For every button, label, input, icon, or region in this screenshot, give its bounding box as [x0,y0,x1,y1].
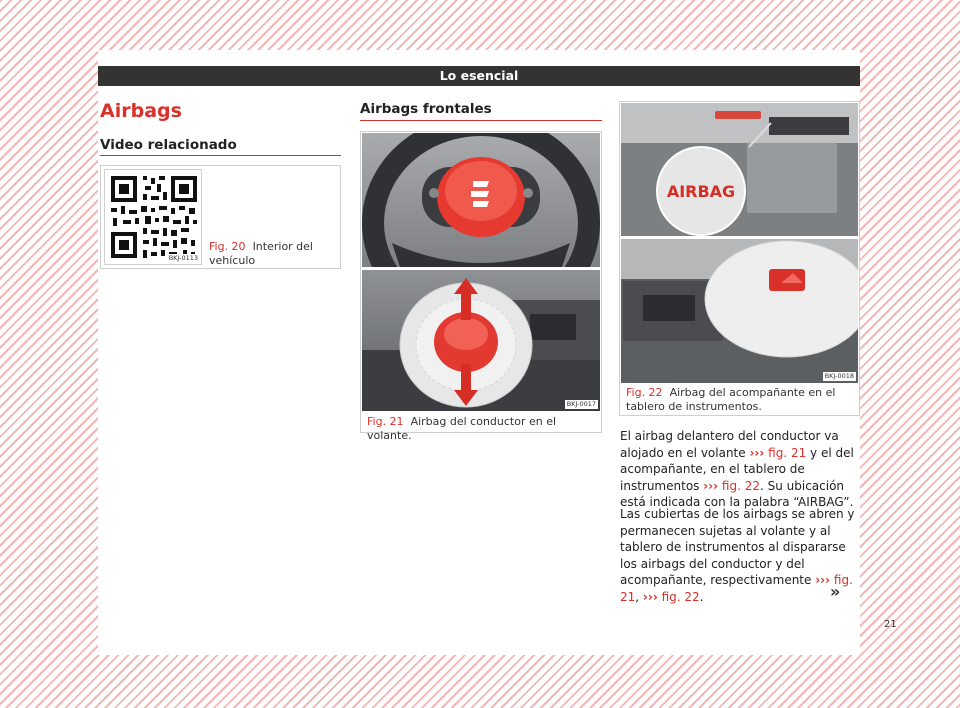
dashboard-photo [621,103,858,236]
airbag-label: AIRBAG [666,182,736,201]
frontal-title-rule [360,120,602,121]
fig20-text: Interior del vehículo [209,240,313,267]
para2-arrow-1: ››› [815,573,831,587]
frontal-airbags-title: Airbags frontales [360,101,492,117]
driver-airbag-photo [362,270,600,411]
para2-link-fig22[interactable]: fig. 22 [661,589,700,604]
paragraph-2 [620,506,862,605]
passenger-airbag-deploy-icon [621,239,858,383]
dashboard-airbag-icon [621,103,858,236]
paragraph-1 [620,428,862,511]
continue-mark: » [830,582,841,601]
para2-text-1: Las cubiertas de los airbags se abren y permanecen sujetas al volante y al tablero de instrumentos al dispararse los airbags del conductor y del acompañante, respectivamente [620,507,855,587]
fig21-text: Airbag del conductor en el volante. [367,415,557,442]
para2-arrow-2: ››› [642,589,658,604]
para1-text-2: y el del acompañante, en el tablero de instrumentos [620,445,854,493]
fig21-code: BKJ-0017 [566,400,596,408]
qr-code[interactable] [104,169,202,265]
section-title: Airbags [100,100,182,122]
para1-link-fig21[interactable]: fig. 21 [768,445,807,460]
para1-arrow-2: ››› [703,478,719,493]
subtitle-rule [100,155,341,156]
fig20-code: BKJ-0113 [168,254,198,262]
fig20-number: Fig. 20 [209,240,246,253]
fig21-number: Fig. 21 [367,415,404,428]
driver-airbag-deploy-icon [362,270,600,411]
video-subtitle: Video relacionado [100,137,237,153]
fig22-text: Airbag del acompañante en el tablero de instrumentos. [626,386,836,413]
para1-arrow-1: ››› [749,445,765,460]
steering-wheel-photo [362,133,600,267]
para1-text-3: . Su ubicación está indicada con la palabra “AIRBAG”. [620,478,854,509]
steering-wheel-icon [362,133,600,267]
fig21-frame [360,131,602,442]
fig22-number: Fig. 22 [626,386,663,399]
section-header: Lo esencial [98,66,860,86]
para1-text-1: El airbag delantero del conductor va alojado en el volante [620,429,839,460]
passenger-airbag-photo [621,239,858,383]
fig20-caption [209,240,331,268]
page-number: 21 [884,619,897,630]
para2-link-fig21[interactable]: fig. 21 [620,573,853,604]
fig21-caption [367,415,599,443]
para1-link-fig22[interactable]: fig. 22 [721,478,760,493]
qr-code-icon [105,170,201,264]
fig22-frame [619,101,860,416]
fig22-code: BKJ-0018 [824,372,854,380]
para2-text-2: , [635,589,643,604]
fig20-frame [100,165,341,269]
fig22-caption [626,386,854,414]
para2-text-3: . [699,589,704,604]
